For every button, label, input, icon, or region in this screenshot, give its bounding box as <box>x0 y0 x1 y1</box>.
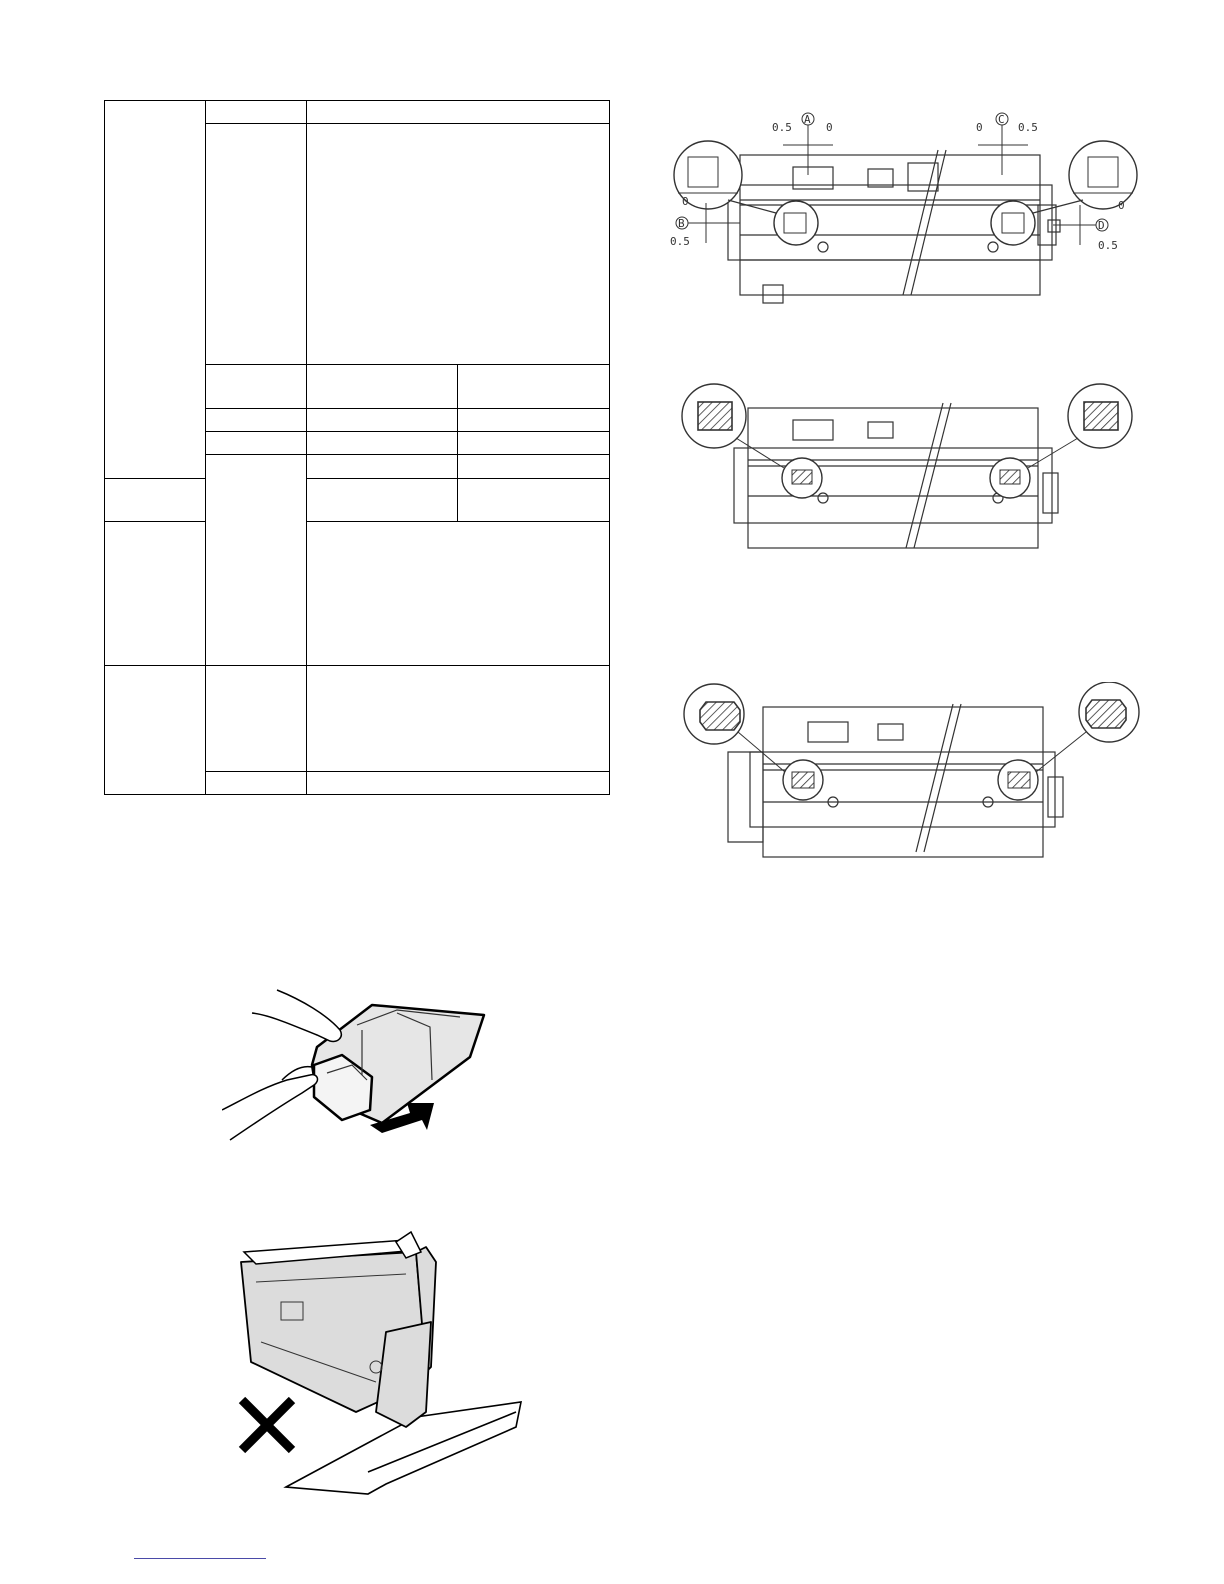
table-cell <box>206 365 307 409</box>
table-cell <box>105 666 206 795</box>
mark-b: B <box>678 217 685 230</box>
table-cell <box>206 124 307 365</box>
unit-mark-figure-3 <box>668 682 1143 867</box>
mark-a: A <box>804 113 811 126</box>
table-cell <box>307 365 458 409</box>
unit-mark-figure-2 <box>668 378 1143 553</box>
table-cell <box>206 772 307 795</box>
x-icon <box>242 1400 292 1450</box>
scale-d-bottom: 0.5 <box>1098 239 1118 252</box>
scale-c-right: 0.5 <box>1018 121 1038 134</box>
table-cell <box>105 101 206 479</box>
table-cell <box>307 409 458 432</box>
scale-d-top: 0 <box>1118 199 1125 212</box>
scale-a <box>772 113 833 175</box>
table-cell <box>307 522 610 666</box>
table-cell <box>206 432 307 455</box>
table-cell <box>307 455 458 479</box>
table-cell <box>105 479 206 522</box>
table-cell <box>206 409 307 432</box>
scale-c-left: 0 <box>976 121 983 134</box>
table-cell <box>206 455 307 666</box>
mark-c: C <box>998 113 1005 126</box>
table-cell <box>307 772 610 795</box>
mark-d: D <box>1098 219 1105 232</box>
scale-b-top: 0 <box>682 195 689 208</box>
table-cell <box>458 409 610 432</box>
scale-c <box>976 113 1038 175</box>
scale-b-bottom: 0.5 <box>670 235 690 248</box>
table-cell <box>458 479 610 522</box>
table-cell <box>307 432 458 455</box>
table-cell <box>458 365 610 409</box>
scale-a-left: 0.5 <box>772 121 792 134</box>
unit-placement-illustration <box>236 1222 526 1497</box>
toner-bag-illustration <box>222 985 497 1145</box>
footer-link-rule <box>134 1558 266 1559</box>
table-cell <box>307 124 610 365</box>
table-cell <box>105 522 206 666</box>
scale-a-right: 0 <box>826 121 833 134</box>
spec-table <box>104 100 610 795</box>
table-cell <box>307 101 610 124</box>
table-cell <box>206 101 307 124</box>
table-cell <box>458 455 610 479</box>
unit-adjustment-figure <box>668 105 1143 305</box>
table-cell <box>458 432 610 455</box>
table-cell <box>307 479 458 522</box>
table-cell <box>206 666 307 772</box>
table-cell <box>307 666 610 772</box>
